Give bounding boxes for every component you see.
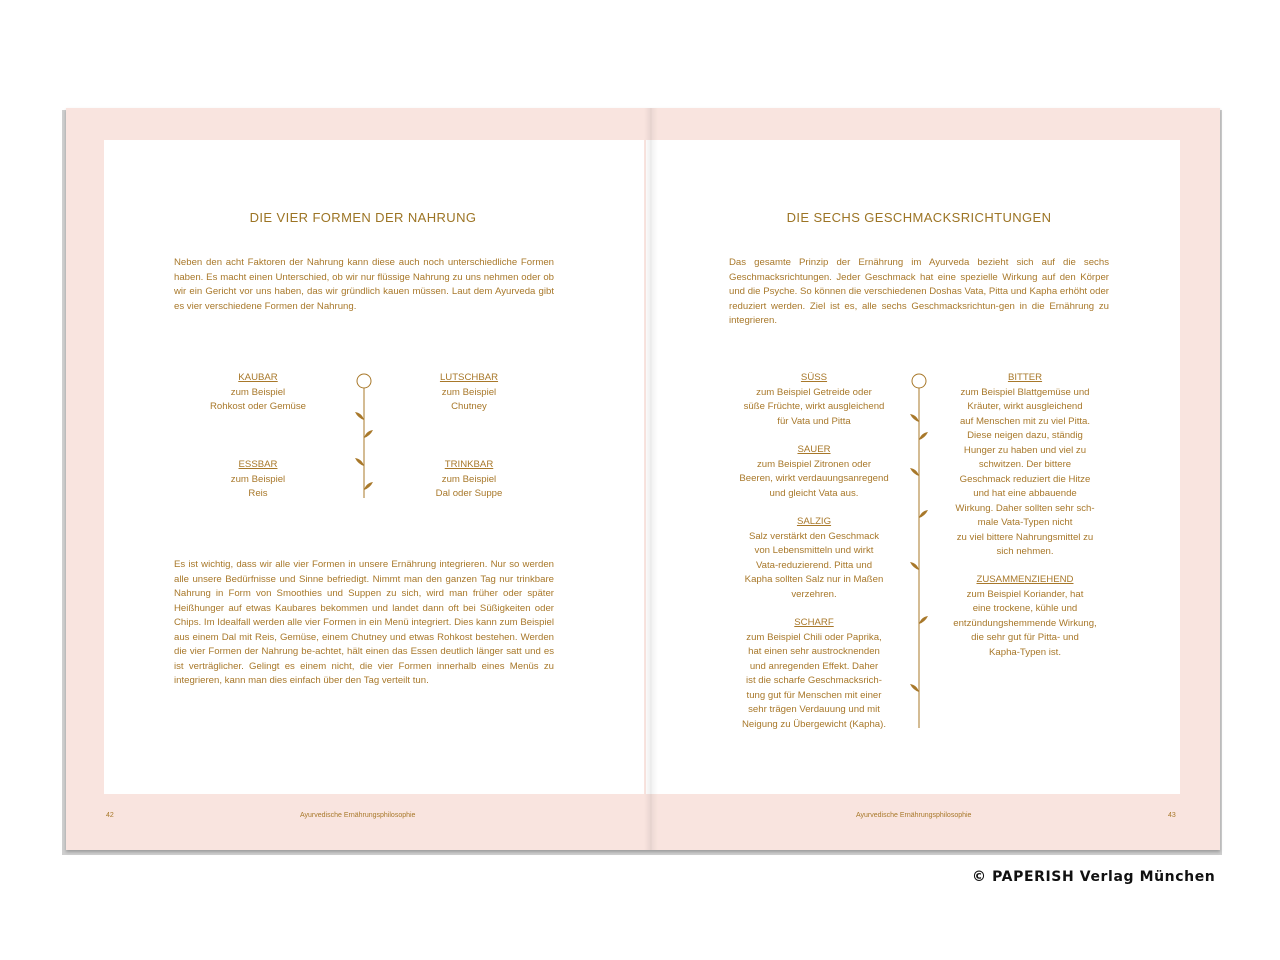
form-essbar (188, 458, 328, 502)
form-line: Dal oder Suppe (435, 488, 503, 499)
taste-name: ZUSAMMENZIEHEND (976, 574, 1074, 585)
taste-line: Diese neigen dazu, ständig (967, 430, 1083, 441)
leaf-icon (364, 430, 373, 438)
taste-zusammenziehend (940, 573, 1110, 660)
taste-line: zum Beispiel Blattgemüse und (960, 386, 1090, 398)
form-kaubar (188, 371, 328, 415)
leaf-icon (910, 562, 919, 570)
leaf-icon (910, 684, 919, 692)
taste-sauer (724, 443, 904, 501)
page-number-right: 43 (1168, 812, 1176, 819)
taste-scharf (724, 616, 904, 732)
taste-line: Geschmack reduziert die Hitze (959, 473, 1091, 485)
taste-line: verzehren. (791, 588, 837, 600)
form-line: Rohkost oder Gemüse (210, 401, 306, 412)
right-page-title: DIE SECHS GESCHMACKSRICHTUNGEN (786, 210, 1052, 225)
taste-name: SAUER (797, 444, 831, 455)
taste-line: zum Beispiel Chili oder Paprika, (746, 631, 882, 643)
left-body-paragraph: Es ist wichtig, dass wir alle vier Formen in unsere Ernährung integrieren. Nur so werden alle unsere Bedürfnisse und Sinne befriedigt. Nimmt man den ganzen Tag nur trinkbare Nahrung in Form von Smoothies und Suppen zu sich, wird man früher oder später Heißhunger auf etwas Kaubares bekommen und landet dann oft bei Süßigkeiten oder Chips. Im Idealfall werden alle vier Formen in ein Menü integriert. Dies kann zum Beispiel aus einem Dal mit Reis, Gemüse, einem Chutney und etwas Rohkost bestehen. Werden die vier Formen der Nahrung be-achtet, hält einen das Essen deutlich länger satt und es ist verträglicher. Gelingt es einem nicht, die vier Formen innerhalb eines Menüs zu integrieren, kann man dies einfach über den Tag verteilt tun. (174, 559, 554, 686)
taste-line: die sehr gut für Pitta- und (971, 632, 1079, 643)
taste-suess (724, 371, 904, 429)
taste-line: Salz verstärkt den Geschmack (748, 530, 880, 542)
leaf-icon (919, 432, 928, 440)
left-intro-paragraph: Neben den acht Faktoren der Nahrung kann diese auch noch unterschiedliche Formen haben. Es macht einen Unterschied, ob wir nur flüssige Nahrung zu uns nehmen oder ob wir ein Gericht vor uns haben, das wir gründlich kauen müssen. Laut dem Ayurveda gibt es vier verschiedene Formen der Nahrung. (174, 257, 554, 312)
taste-line: zum Beispiel Koriander, hat (966, 588, 1084, 600)
left-page-title: DIE VIER FORMEN DER NAHRUNG (249, 210, 477, 225)
form-line: Reis (248, 488, 268, 499)
form-trinkbar (399, 458, 539, 502)
form-line: zum Beispiel (230, 473, 286, 485)
leaf-icon (919, 616, 928, 624)
taste-name: BITTER (1007, 372, 1043, 383)
taste-line: tung gut für Menschen mit einer (746, 689, 882, 701)
taste-name: SCHARF (794, 617, 834, 628)
taste-line: für Vata und Pitta (777, 415, 851, 427)
leaf-icon (364, 482, 373, 490)
page-number-left: 42 (106, 812, 114, 819)
taste-line: hat einen sehr austrocknenden (748, 646, 880, 657)
form-line: Chutney (451, 401, 487, 412)
form-name: TRINKBAR (444, 459, 494, 470)
taste-line: zu viel bittere Nahrungsmittel zu (956, 531, 1094, 543)
running-title-right: Ayurvedische Ernährungsphilosophie (856, 812, 972, 819)
leaf-stem-illustration-right (905, 370, 935, 732)
form-name: ESSBAR (238, 459, 278, 470)
taste-line: sehr trägen Verdauung und mit (748, 704, 880, 715)
taste-line: Hunger zu haben und viel zu (963, 444, 1087, 456)
taste-line: und gleicht Vata aus. (769, 487, 859, 499)
taste-name: SÜSS (800, 372, 828, 383)
taste-line: ist die scharfe Geschmacksrich- (746, 675, 882, 686)
taste-line: sich nehmen. (996, 546, 1054, 557)
taste-line: Kapha-Typen ist. (989, 646, 1061, 658)
form-name: LUTSCHBAR (439, 372, 499, 383)
form-line: zum Beispiel (441, 386, 497, 398)
taste-line: schwitzen. Der bittere (978, 459, 1072, 470)
taste-line: Kräuter, wirkt ausgleichend (967, 401, 1083, 412)
taste-line: und anregenden Effekt. Daher (749, 660, 879, 672)
taste-name: SALZIG (796, 516, 832, 527)
taste-line: eine trockene, kühle und (972, 603, 1078, 614)
taste-line: zum Beispiel Zitronen oder (756, 458, 872, 470)
book-gutter (644, 108, 658, 850)
form-line: zum Beispiel (441, 473, 497, 485)
copyright-notice: © PAPERISH Verlag München (972, 869, 1216, 885)
taste-line: Kapha sollten Salz nur in Maßen (744, 574, 884, 585)
taste-line: Beeren, wirkt verdauungsanregend (739, 473, 889, 484)
taste-line: auf Menschen mit zu viel Pitta. (959, 415, 1091, 427)
taste-line: Vata-reduzierend. Pitta und (755, 559, 873, 571)
taste-line: male Vata-Typen nicht (977, 517, 1073, 528)
leaf-stem-illustration (350, 370, 380, 500)
leaf-icon (355, 458, 364, 466)
stem-circle (357, 374, 371, 388)
taste-line: Neigung zu Übergewicht (Kapha). (742, 718, 886, 730)
leaf-icon (919, 510, 928, 518)
leaf-icon (355, 412, 364, 420)
form-line: zum Beispiel (230, 386, 286, 398)
running-title-left: Ayurvedische Ernährungsphilosophie (300, 812, 416, 819)
leaf-icon (910, 414, 919, 422)
taste-line: Wirkung. Daher sollten sehr sch- (955, 502, 1095, 514)
taste-line: von Lebensmitteln und wirkt (754, 545, 874, 556)
taste-salzig (724, 515, 904, 602)
stem-circle (912, 374, 926, 388)
form-name: KAUBAR (238, 372, 278, 383)
form-lutschbar (399, 371, 539, 415)
taste-line: entzündungshemmende Wirkung, (953, 617, 1097, 629)
right-intro-paragraph: Das gesamte Prinzip der Ernährung im Ayurveda bezieht sich auf die sechs Geschmacksrichtungen. Jeder Geschmack hat eine spezielle Wirkung auf den Körper und die Psyche. So können die verschiedenen Doshas Vata, Pitta und Kapha erhöht oder reduziert werden. Ziel ist es, alle sechs Geschmacksrichtun-gen in die Ernährung zu integrieren. (729, 257, 1109, 326)
taste-line: und hat eine abbauende (973, 488, 1077, 499)
leaf-icon (910, 468, 919, 476)
taste-line: süße Früchte, wirkt ausgleichend (743, 401, 885, 412)
taste-bitter (940, 371, 1110, 560)
taste-line: zum Beispiel Getreide oder (756, 386, 872, 398)
